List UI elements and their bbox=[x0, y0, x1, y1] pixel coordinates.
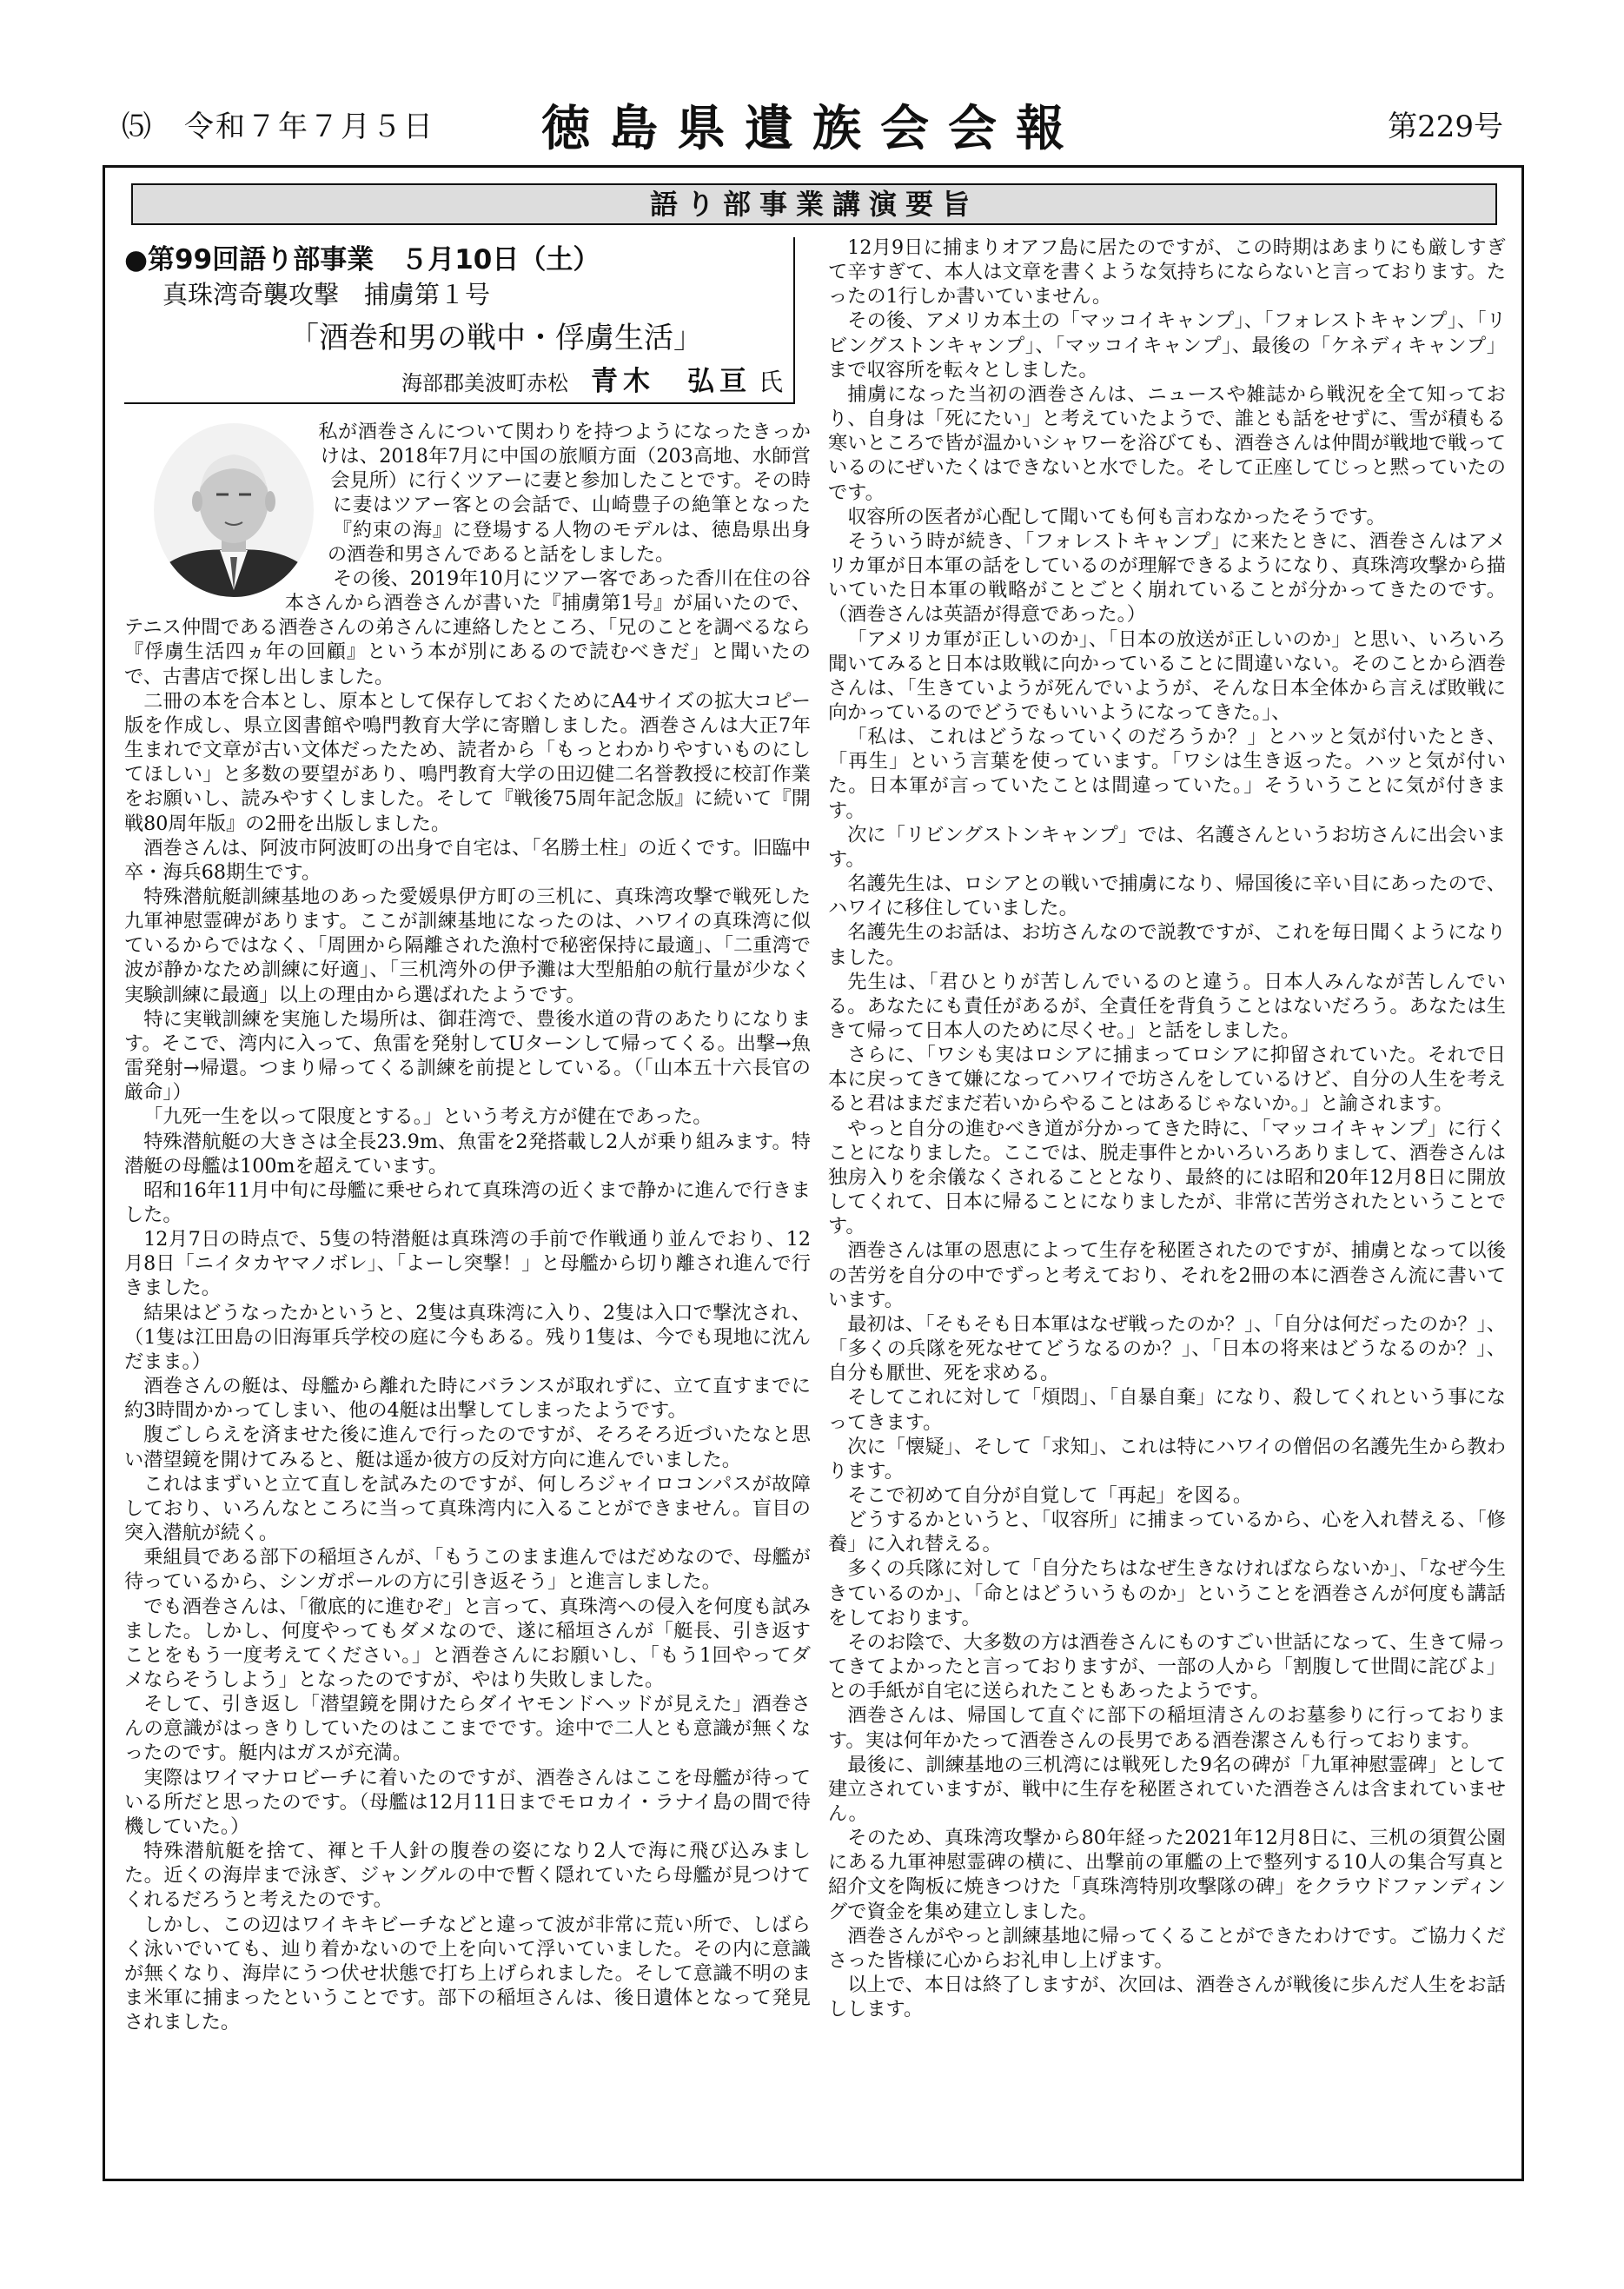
paragraph: 特殊潜航艇を捨て、褌と千人針の腹巻の姿になり2人で海に飛び込みました。近くの海岸まで泳ぎ、ジャングルの中で暫く隠れていたら母艦が見つけてくれるだろうと考えたのです。 bbox=[124, 1840, 811, 1912]
paragraph: そのため、真珠湾攻撃から80年経った2021年12月8日に、三机の須賀公園にある九軍神慰霊碑の横に、出撃前の軍艦の上で整列する10人の集合写真と紹介文を陶板に焼きつけた「真珠湾特別攻撃隊の碑」をクラウドファンディングで資金を集め建立しました。 bbox=[828, 1827, 1506, 1923]
lecture-subtitle: 真珠湾奇襲攻撃 捕虜第１号 bbox=[162, 280, 491, 309]
paragraph: しかし、この辺はワイキキビーチなどと違って波が非常に荒い所で、しばらく泳いでいても、辿り着かないので上を向いて浮いていました。その内に意識が無くなり、海岸にうつ伏せ状態で打ち上げられました。そして意識不明のまま米軍に捕まったということです。部下の稲垣さんは、後日遺体となって発見されました。 bbox=[124, 1913, 811, 2034]
lecture-info bbox=[124, 237, 795, 404]
paragraph: 12月7日の時点で、5隻の特潜艇は真珠湾の手前で作戦通り並んでおり、12月8日「ニイタカヤマノボレ」、「よーし突撃！」と母艦から切り離され進んで行きました。 bbox=[124, 1228, 811, 1300]
paragraph: 私が酒巻さんについて関わりを持つようになったきっかけは、2018年7月に中国の旅順方面（203高地、水師営会見所）に行くツアーに妻と参加したことです。その時に妻はツアー客との会話で、山崎豊子の絶筆となった『約束の海』に登場する人物のモデルは、徳島県出身の酒巻和男さんであると話をしました。 bbox=[318, 421, 811, 566]
paragraph: 特殊潜航艇訓練基地のあった愛媛県伊方町の三机に、真珠湾攻撃で戦死した九軍神慰霊碑があります。ここが訓練基地になったのは、ハワイの真珠湾に似ているからではなく、「周囲から隔離された漁村で秘密保持に最適」、「二重湾で波が静かなため訓練に好適」、「三机湾外の伊予灘は大型船舶の航行量が少なく実験訓練に最適」以上の理由から選ばれたようです。 bbox=[124, 885, 811, 1006]
paragraph: 先生は、「君ひとりが苦しんでいるのと違う。日本人みんなが苦しんでいる。あなたにも責任があるが、全責任を背負うことはないだろう。あなたは生きて帰って日本人のために尽くせ。」と話をしました。 bbox=[828, 970, 1506, 1042]
issue-number: 第229号 bbox=[1388, 109, 1503, 144]
event-line: ●第99回語り部事業 ５月10日（土） bbox=[124, 244, 600, 275]
paragraph: さらに、「ワシも実はロシアに捕まってロシアに抑留されていた。それで日本に戻ってきて嫌になってハワイで坊さんをしているけど、自分の人生を考えると君はまだまだ若いからやることはあるじゃないか。」と諭されます。 bbox=[828, 1044, 1506, 1116]
page-header bbox=[122, 87, 1503, 156]
section-banner: 語り部事業講演要旨 bbox=[131, 183, 1497, 225]
article-frame bbox=[103, 165, 1524, 2181]
paragraph: 「九死一生を以って限度とする。」という考え方が健在であった。 bbox=[143, 1105, 713, 1129]
paragraph: やっと自分の進むべき道が分かってきた時に、「マッコイキャンプ」に行くことになりました。ここでは、脱走事件とかいろいろありまして、酒巻さんは独房入りを余儀なくされることとなり、最終的には昭和20年12月8日に開放してくれて、日本に帰ることになりましたが、非常に苦労されたということです。 bbox=[828, 1117, 1506, 1238]
paragraph: そして、引き返し「潜望鏡を開けたらダイヤモンドヘッドが見えた」酒巻さんの意識がはっきりしていたのはここまでです。途中で二人とも意識が無くなったのです。艇内はガスが充満。 bbox=[124, 1693, 811, 1765]
speaker-name: 青木 弘亘 bbox=[590, 366, 752, 397]
paragraph: 昭和16年11月中旬に母艦に乗せられて真珠湾の近くまで静かに進んで行きました。 bbox=[124, 1178, 811, 1226]
right-column bbox=[828, 237, 1506, 2171]
paragraph: 実際はワイマナロビーチに着いたのですが、酒巻さんはここを母艦が待っている所だと思ったのです。（母艦は12月11日までモロカイ・ラナイ島の間で待機していた。） bbox=[124, 1766, 811, 1838]
paragraph: 収容所の医者が心配して聞いても何も言わなかったそうです。 bbox=[847, 505, 1386, 528]
speaker-line bbox=[401, 359, 783, 398]
speaker-location: 海部郡美波町赤松 bbox=[401, 371, 568, 395]
page-date: ⑸ 令和７年７月５日 bbox=[122, 109, 434, 144]
paragraph: 酒巻さんは軍の恩恵によって生存を秘匿されたのですが、捕虜となって以後の苦労を自分の中でずっと考えており、それを2冊の本に酒巻さん流に書いています。 bbox=[828, 1239, 1506, 1311]
paragraph: 「私は、これはどうなっていくのだろうか？」とハッと気が付いたとき、「再生」という言葉を使っています。「ワシは生き返った。ハッと気が付いた。日本軍が言っていたことは間違っていた。」そういうことに気が付きます。 bbox=[828, 726, 1506, 822]
paragraph: 多くの兵隊に対して「自分たちはなぜ生きなければならないか」、「なぜ今生きているのか」、「命とはどういうものか」ということを酒巻さんが何度も講話をしております。 bbox=[828, 1557, 1506, 1629]
paragraph: 名護先生のお話は、お坊さんなので説教ですが、これを毎日聞くようになりました。 bbox=[828, 921, 1506, 969]
paragraph: 二冊の本を合本とし、原本として保存しておくためにA4サイズの拡大コピー版を作成し、県立図書館や鳴門教育大学に寄贈しました。酒巻さんは大正7年生まれで文章が古い文体だったため、読者から「もっとわかりやすいものにしてほしい」と多数の要望があり、鳴門教育大学の田辺健二名誉教授に校訂作業をお願いし、読みやすくしました。そして『戦後75周年記念版』に続いて『開戦80周年版』の2冊を出版しました。 bbox=[124, 689, 811, 835]
paragraph: 酒巻さんの艇は、母艦から離れた時にバランスが取れずに、立て直すまでに約3時間かかってしまい、他の4艇は出撃してしまったようです。 bbox=[124, 1375, 811, 1423]
paragraph: 酒巻さんは、帰国して直ぐに部下の稲垣清さんのお墓参りに行っております。実は何年かたって酒巻さんの長男である酒巻潔さんも行っております。 bbox=[828, 1704, 1506, 1752]
speaker-photo bbox=[147, 420, 321, 602]
paragraph: 12月9日に捕まりオアフ島に居たのですが、この時期はあまりにも厳しすぎて辛すぎて、本人は文章を書くような気持ちにならないと言っております。たったの1行しか書いていません。 bbox=[828, 237, 1506, 309]
paragraph: 乗組員である部下の稲垣さんが、「もうこのまま進んではだめなので、母艦が待っているから、シンガポールの方に引き返そう」と進言しました。 bbox=[124, 1546, 811, 1594]
paragraph: 次に「リビングストンキャンプ」では、名護さんというお坊さんに出会います。 bbox=[828, 823, 1506, 871]
left-body-text bbox=[124, 420, 811, 2034]
paragraph: 最後に、訓練基地の三机湾には戦死した9名の碑が「九軍神慰霊碑」として建立されていますが、戦中に生存を秘匿されていた酒巻さんは含まれていません。 bbox=[828, 1753, 1506, 1825]
paragraph: 以上で、本日は終了しますが、次回は、酒巻さんが戦後に歩んだ人生をお話しします。 bbox=[828, 1974, 1506, 2021]
paragraph: 特殊潜航艇の大きさは全長23.9m、魚雷を2発搭載し2人が乗り組みます。特潜艇の母艦は100mを超えています。 bbox=[124, 1130, 811, 1178]
paragraph: 捕虜になった当初の酒巻さんは、ニュースや雑誌から戦況を全て知っており、自身は「死にたい」と考えていたようで、誰とも話をせずに、雪が積もる寒いところで皆が温かいシャワーを浴びても、酒巻さんは仲間が戦地で戦っているのにぜいたくはできないと水でした。そして正座してじっと黙っていたのです。 bbox=[828, 382, 1506, 504]
paragraph: 特に実戦訓練を実施した場所は、御荘湾で、豊後水道の背のあたりになります。そこで、湾内に入って、魚雷を発射してUターンして帰ってくる。出撃→魚雷発射→帰還。つまり帰ってくる訓練を前提としている。（「山本五十六長官の厳命」） bbox=[124, 1007, 811, 1105]
paragraph: 名護先生は、ロシアとの戦いで捕虜になり、帰国後に辛い目にあったので、ハワイに移住していました。 bbox=[828, 872, 1506, 920]
paragraph: そしてこれに対して「煩悶」、「自暴自棄」になり、殺してくれという事になってきます。 bbox=[828, 1386, 1506, 1434]
paragraph: 腹ごしらえを済ませた後に進んで行ったのですが、そろそろ近づいたなと思い潜望鏡を開けてみると、艇は遥か彼方の反対方向に進んでいました。 bbox=[124, 1423, 811, 1471]
paragraph: そういう時が続き、「フォレストキャンプ」に来たときに、酒巻さんはアメリカ軍が日本軍の話をしているのが理解できるようになり、真珠湾攻撃から描いていた日本軍の戦略がことごとく崩れていることが分かってきたのです。（酒巻さんは英語が得意であった。） bbox=[828, 529, 1506, 627]
paragraph: 「アメリカ軍が正しいのか」、「日本の放送が正しいのか」と思い、いろいろ聞いてみると日本は敗戦に向かっていることに間違いない。そのことから酒巻さんは、「生きていようが死んでいようが、そんな日本全体から言えば敗戦に向かっているのでどうでもいいようになってきた。」、 bbox=[828, 627, 1506, 724]
paragraph: でも酒巻さんは、「徹底的に進むぞ」と言って、真珠湾への侵入を何度も試みました。しかし、何度やってもダメなので、遂に稲垣さんが「艇長、引き返すことをもう一度考えてください。」と酒巻さんにお願いし、「もう1回やってダメならそうしよう」となったのですが、やはり失敗しました。 bbox=[124, 1595, 811, 1691]
paragraph: 結果はどうなったかというと、2隻は真珠湾に入り、2隻は入口で撃沈され、（1隻は江田島の旧海軍兵学校の庭に今もある。残り1隻は、今でも現地に沈んだまま。） bbox=[124, 1301, 811, 1373]
paragraph: これはまずいと立て直しを試みたのですが、何しろジャイロコンパスが故障しており、いろんなところに当って真珠湾内に入ることができません。盲目の突入潜航が続く。 bbox=[124, 1472, 811, 1545]
paragraph: そこで初めて自分が自覚して「再起」を図る。 bbox=[847, 1483, 1253, 1507]
lecture-title: 「酒巻和男の戦中・俘虜生活」 bbox=[289, 321, 703, 355]
left-column bbox=[124, 237, 811, 2171]
paragraph: どうするかというと、「収容所」に捕まっているから、心を入れ替える、「修養」に入れ替える。 bbox=[828, 1509, 1506, 1556]
paragraph: 最初は、「そもそも日本軍はなぜ戦ったのか？」、「自分は何だったのか？」、「多くの兵隊を死なせてどうなるのか？」、「日本の将来はどうなるのか？」、自分も厭世、死を求める。 bbox=[828, 1312, 1506, 1385]
paragraph: 次に「懐疑」、そして「求知」、これは特にハワイの僧侶の名護先生から教わります。 bbox=[828, 1435, 1506, 1483]
paragraph: その後、アメリカ本土の「マッコイキャンプ」、「フォレストキャンプ」、「リビングストンキャンプ」、「マッコイキャンプ」、最後の「ケネディキャンプ」まで収容所を転々としました。 bbox=[828, 309, 1506, 382]
paragraph: 酒巻さんは、阿波市阿波町の出身で自宅は、「名勝土柱」の近くです。旧臨中卒・海兵68期生です。 bbox=[124, 836, 811, 884]
paragraph: そのお陰で、大多数の方は酒巻さんにものすごい世話になって、生きて帰ってきてよかったと言っておりますが、一部の人から「割腹して世間に詫びよ」との手紙が自宅に送られたこともあったようです。 bbox=[828, 1630, 1506, 1703]
speaker-honorific: 氏 bbox=[758, 368, 783, 396]
paragraph: その後、2019年10月にツアー客であった香川在住の谷本さんから酒巻さんが書いた『捕虜第1号』が届いたので、テニス仲間である酒巻さんの弟さんに連絡したところ、「兄のことを調べるなら『俘虜生活四ヵ年の回顧』という本が別にあるので読むべきだ」と聞いたので、古書店で探し出しました。 bbox=[124, 567, 811, 688]
paragraph: 酒巻さんがやっと訓練基地に帰ってくることができたわけです。ご協力くださった皆様に心からお礼申し上げます。 bbox=[828, 1924, 1506, 1972]
newspaper-title: 徳島県遺族会会報 bbox=[541, 101, 1084, 157]
